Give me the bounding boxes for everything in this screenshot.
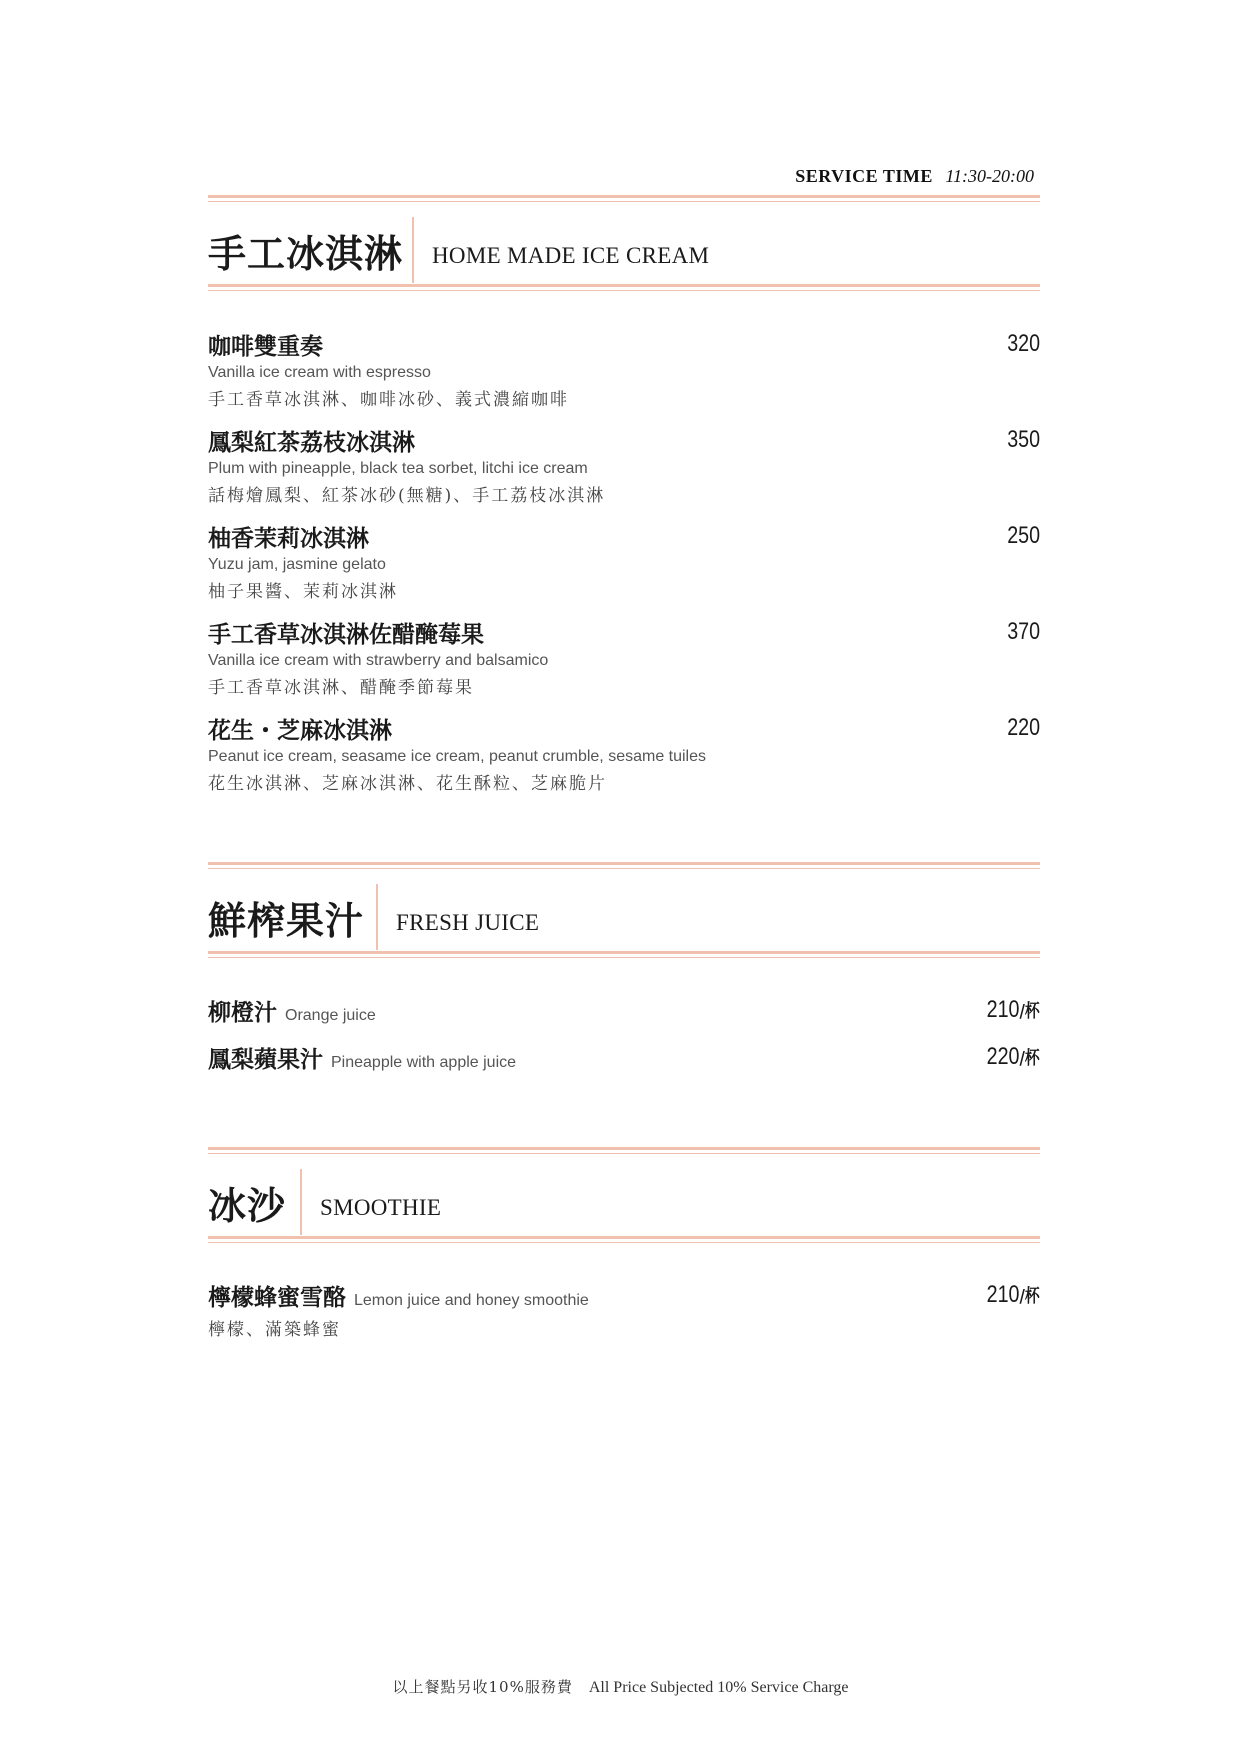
item-description-zh: 話梅燴鳳梨、紅茶冰砂(無糖)、手工荔枝冰淇淋 <box>208 486 606 506</box>
item-description-en: Plum with pineapple, black tea sorbet, litchi ice cream <box>208 460 588 477</box>
item-price <box>987 1281 1040 1309</box>
item-description-zh: 花生冰淇淋、芝麻冰淇淋、花生酥粒、芝麻脆片 <box>208 774 607 794</box>
section-title-zh: 冰沙 <box>208 1183 287 1228</box>
item-name: 鳳梨紅茶荔枝冰淇淋 <box>208 429 415 456</box>
item-description-zh: 檸檬、滿築蜂蜜 <box>208 1320 341 1340</box>
section-title-zh: 鮮榨果汁 <box>208 898 365 943</box>
item-description-en: Vanilla ice cream with espresso <box>208 364 431 381</box>
section-divider <box>208 1236 1040 1244</box>
service-charge-en: All Price Subjected 10% Service Charge <box>588 1679 849 1696</box>
menu-item <box>208 616 1040 698</box>
item-description-en: Lemon juice and honey smoothie <box>354 1292 589 1309</box>
item-price: 220 <box>1007 714 1040 741</box>
item-description-en: Vanilla ice cream with strawberry and balsamico <box>208 652 549 669</box>
item-description-en: Yuzu jam, jasmine gelato <box>208 556 386 573</box>
service-charge-note <box>0 1676 1241 1697</box>
item-price: 320 <box>1007 330 1040 357</box>
price-value: 210 <box>987 1281 1020 1308</box>
menu-item <box>208 1279 1040 1340</box>
item-name-zh: 柳橙汁 <box>208 999 277 1026</box>
item-price <box>987 996 1040 1024</box>
item-name <box>208 1279 1040 1312</box>
price-unit: /杯 <box>1019 1048 1040 1069</box>
item-name: 柚香茉莉冰淇淋 <box>208 525 369 552</box>
item-description-zh: 手工香草冰淇淋、醋醃季節莓果 <box>208 678 474 698</box>
section-divider <box>208 195 1040 203</box>
item-name <box>208 994 1040 1027</box>
section-title-zh: 手工冰淇淋 <box>208 231 404 276</box>
title-divider <box>376 884 378 950</box>
menu-item <box>208 520 1040 602</box>
menu-item <box>208 1041 1040 1074</box>
section-title-en: SMOOTHIE <box>320 1195 442 1220</box>
item-name <box>208 1041 1040 1074</box>
service-time-hours: 11:30-20:00 <box>945 166 1034 186</box>
item-price: 350 <box>1007 426 1040 453</box>
price-value: 220 <box>987 1043 1020 1070</box>
section-divider <box>208 284 1040 292</box>
item-description-en: Orange juice <box>285 1007 376 1024</box>
section-title-en: HOME MADE ICE CREAM <box>432 243 710 268</box>
price-unit: /杯 <box>1019 1001 1040 1022</box>
title-divider <box>412 217 414 283</box>
item-name-zh: 鳳梨蘋果汁 <box>208 1046 323 1073</box>
item-price: 370 <box>1007 618 1040 645</box>
menu-item <box>208 328 1040 410</box>
item-name: 手工香草冰淇淋佐醋醃莓果 <box>208 621 484 648</box>
menu-item <box>208 712 1040 794</box>
section-divider <box>208 862 1040 870</box>
item-price: 250 <box>1007 522 1040 549</box>
item-description-en: Pineapple with apple juice <box>331 1054 517 1071</box>
section-title-en: FRESH JUICE <box>396 910 540 935</box>
service-time <box>795 166 1034 187</box>
item-name: 咖啡雙重奏 <box>208 333 323 360</box>
title-divider <box>300 1169 302 1235</box>
service-charge-zh: 以上餐點另收10%服務費 <box>392 1678 573 1696</box>
item-price <box>987 1043 1040 1071</box>
item-name: 花生・芝麻冰淇淋 <box>208 717 392 744</box>
price-unit: /杯 <box>1019 1286 1040 1307</box>
item-description-zh: 柚子果醬、茉莉冰淇淋 <box>208 582 398 602</box>
item-name-zh: 檸檬蜂蜜雪酪 <box>208 1284 346 1311</box>
menu-item <box>208 994 1040 1027</box>
item-description-en: Peanut ice cream, seasame ice cream, peanut crumble, sesame tuiles <box>208 748 707 765</box>
section-divider <box>208 951 1040 959</box>
menu-item <box>208 424 1040 506</box>
price-value: 210 <box>987 996 1020 1023</box>
service-time-label: SERVICE TIME <box>795 166 933 186</box>
section-divider <box>208 1147 1040 1155</box>
item-description-zh: 手工香草冰淇淋、咖啡冰砂、義式濃縮咖啡 <box>208 390 569 410</box>
